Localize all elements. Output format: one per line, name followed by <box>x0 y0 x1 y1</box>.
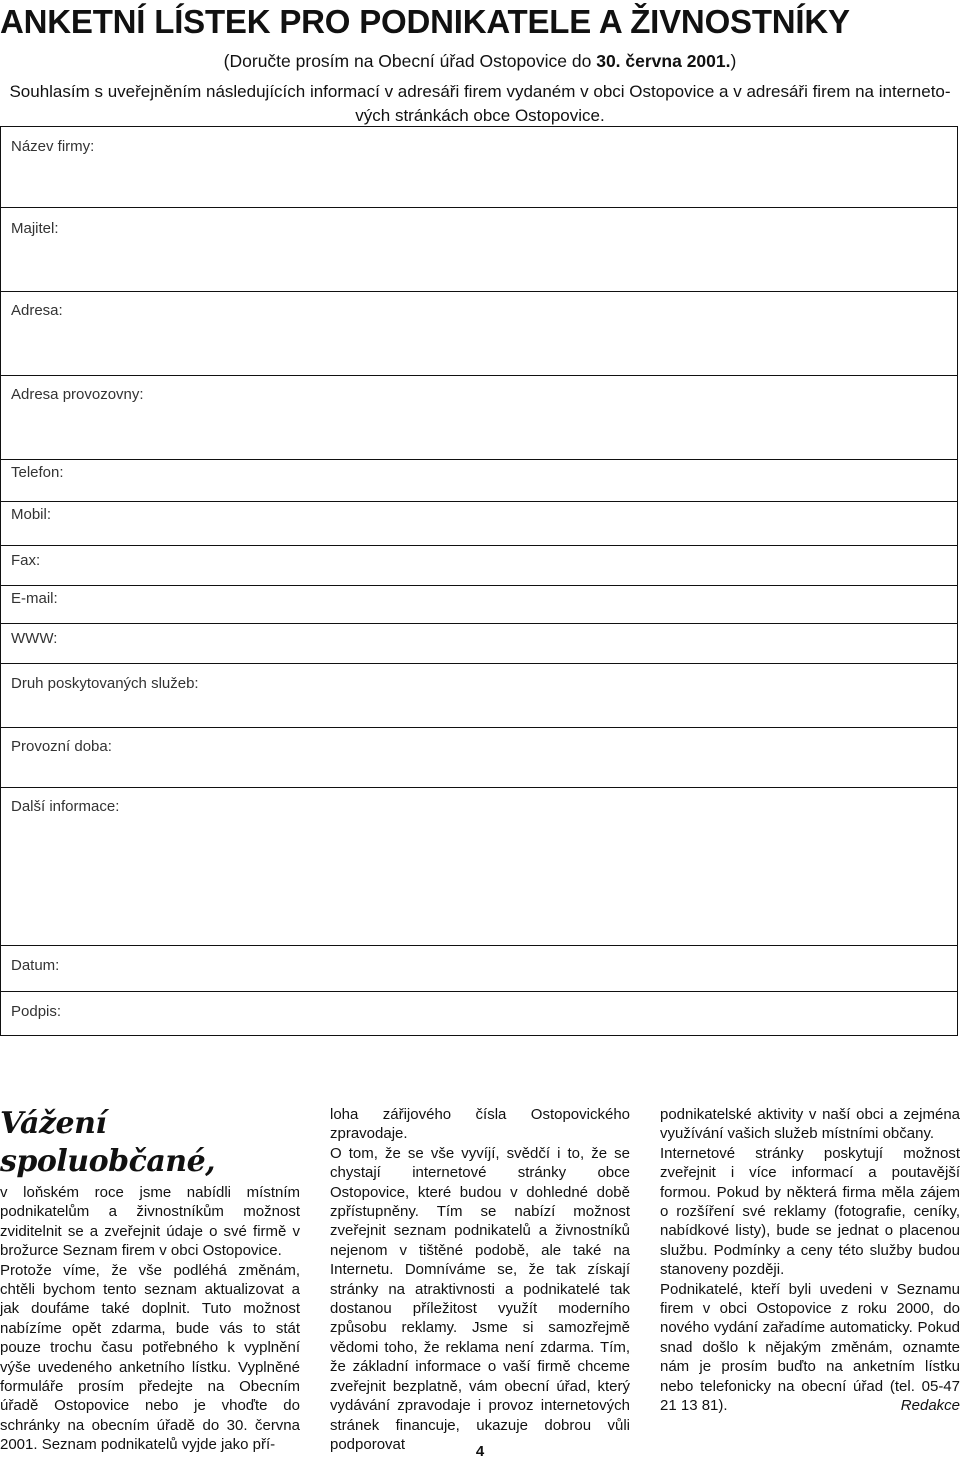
paragraph <box>660 1280 960 1416</box>
paragraph: Protože víme, že vše podléhá změnám, chtěli bychom tento seznam aktualizovat a jak doufáme také doplnit. Tuto možnost nabízíme opět zdarma, bude vás to stát pouze trochu času potřebného k vyplnění výše uvedeného anketního lístku. Vyplněné formuláře prosím předejte na Obecním úřadě Ostopovice nebo je vhoďte do schránky na obecním úřadě do 30. června 2001. Seznam podnikatelů vyjde jako pří- <box>0 1261 300 1454</box>
paragraph: Internetové stránky poskytují možnost zveřejnit i více informací a poutavější formou. Pokud by některá firma měla zájem o rozšíření své reklamy (fotografie, ceníky, nabídkové listy), bude se jednat o placenou službu. Podmínky a ceny této služby budou stanoveny později. <box>660 1144 960 1279</box>
field-label: Fax: <box>11 552 41 569</box>
field-premises-address[interactable] <box>1 375 957 459</box>
field-label: Telefon: <box>11 464 64 481</box>
submission-note-prefix: (Doručte prosím na Obecní úřad Ostopovice do <box>223 51 597 71</box>
page-number: 4 <box>475 1443 485 1460</box>
field-www[interactable] <box>1 623 957 663</box>
field-address[interactable] <box>1 291 957 375</box>
field-label: Další informace: <box>11 798 120 815</box>
field-label: Majitel: <box>11 220 59 237</box>
paragraph: podnikatelské aktivity v naší obci a zejména využívání vašich služeb místními občany. <box>660 1106 960 1143</box>
consent-line-2: vých stránkách obce Ostopovice. <box>355 106 605 125</box>
submission-note-suffix: ) <box>730 51 737 71</box>
questionnaire-form <box>0 126 958 1036</box>
field-owner[interactable] <box>1 207 957 291</box>
article-column-2 <box>330 1105 630 1454</box>
field-company-name[interactable] <box>1 127 957 207</box>
field-opening-hours[interactable] <box>1 727 957 787</box>
field-mobile[interactable] <box>1 501 957 545</box>
submission-note <box>0 49 960 73</box>
field-label: Datum: <box>11 957 60 974</box>
paragraph: loha zářijového čísla Ostopovického zpravodaje. <box>330 1106 630 1143</box>
paragraph: O tom, že se vše vyvíjí, svědčí i to, že se chystají internetové stránky obce Ostopovice, které budou v dohledné době zpřístupněny. Tím se nabízí možnost zveřejnit seznam podnikatelů a živnostníků nejenom v tištěné podobě, ale také na Internetu. Domníváme se, že tak získají stránky na atraktivnosti a podnikatelé tak dostanou příležitost využít moderního způsobu reklamy. Jsme si samozřejmě vědomi toho, že reklama není zdarma. Tím, že základní informace o vaší firmě chceme zveřejnit bezplatně, vám obecní úřad, který vydávání zpravodaje i provoz internetových stránek financuje, ukazuje dobrou vůli podporovat <box>330 1144 630 1453</box>
field-label: Druh poskytovaných služeb: <box>11 675 199 692</box>
field-label: Podpis: <box>11 1003 62 1020</box>
field-label: E-mail: <box>11 590 58 607</box>
field-signature[interactable] <box>1 991 957 1035</box>
field-label: Mobil: <box>11 506 52 523</box>
field-services[interactable] <box>1 663 957 727</box>
article-heading: Vážení spoluobčané, <box>0 1106 216 1179</box>
article <box>0 1105 960 1454</box>
consent-statement <box>0 80 960 128</box>
field-date[interactable] <box>1 945 957 991</box>
submission-deadline: 30. června 2001. <box>596 51 731 71</box>
field-label: Provozní doba: <box>11 738 112 755</box>
page-title: ANKETNÍ LÍSTEK PRO PODNIKATELE A ŽIVNOSTNÍKY <box>0 3 850 40</box>
paragraph-text: Podnikatelé, kteří byli uvedeni v Seznamu firem v obci Ostopovice z roku 2000, do nového vydání zařadíme automaticky. Pokud snad došlo k nějakým změnám, oznamte nám je prosím buďto na anketním lístku nebo telefonicky na obecní úřad (tel. 05-47 21 13 81). <box>660 1280 960 1415</box>
field-phone[interactable] <box>1 459 957 501</box>
consent-line-1: Souhlasím s uveřejněním následujících informací v adresáři firem vydaném v obci Ostopovice a v adresáři firem na interneto- <box>9 82 951 101</box>
field-label: Adresa provozovny: <box>11 386 144 403</box>
article-signature: Redakce <box>900 1397 960 1415</box>
field-label: Název firmy: <box>11 138 95 155</box>
field-additional-info[interactable] <box>1 787 957 945</box>
field-email[interactable] <box>1 585 957 623</box>
article-column-3 <box>660 1105 960 1416</box>
field-label: Adresa: <box>11 302 63 319</box>
field-label: WWW: <box>11 630 58 647</box>
article-column-1 <box>0 1105 300 1455</box>
field-fax[interactable] <box>1 545 957 585</box>
paragraph: v loňském roce jsme nabídli místním podnikatelům a živnostníkům možnost zviditelnit se a zveřejnit údaje o své firmě v brožurce Seznam firem v obci Ostopovice. <box>0 1184 300 1260</box>
